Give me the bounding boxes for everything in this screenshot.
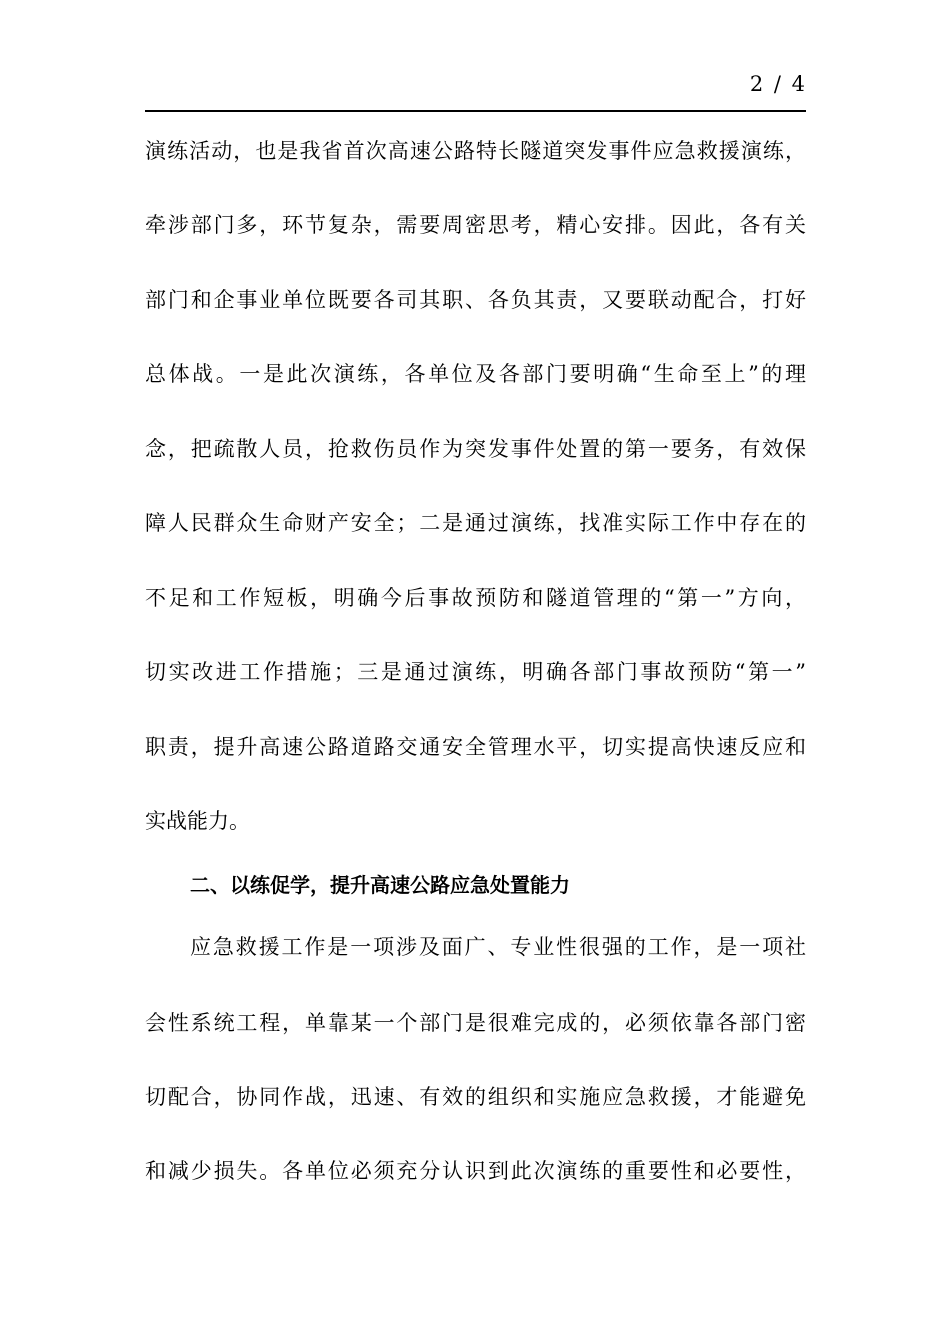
- text-line: 应急救援工作是一项涉及面广、专业性很强的工作，是一项社: [190, 935, 806, 959]
- text-line: 不足和工作短板，明确今后事故预防和隧道管理的“第一”方向，: [145, 586, 806, 610]
- text-line: 切实改进工作措施；三是通过演练，明确各部门事故预防“第一”: [145, 660, 806, 684]
- header-rule: [145, 110, 806, 112]
- text-line: 会性系统工程，单靠某一个部门是很难完成的，必须依靠各部门密: [145, 1011, 806, 1035]
- text-line: 切配合，协同作战，迅速、有效的组织和实施应急救援，才能避免: [145, 1085, 806, 1109]
- section-heading: 二、以练促学，提升高速公路应急处置能力: [190, 873, 570, 897]
- text-line: 牵涉部门多，环节复杂，需要周密思考，精心安排。因此，各有关: [145, 213, 806, 237]
- text-line: 念，把疏散人员，抢救伤员作为突发事件处置的第一要务，有效保: [145, 437, 806, 461]
- text-line: 总体战。一是此次演练，各单位及各部门要明确“生命至上”的理: [145, 362, 806, 386]
- text-line: 和减少损失。各单位必须充分认识到此次演练的重要性和必要性，: [145, 1159, 806, 1183]
- text-line: 演练活动，也是我省首次高速公路特长隧道突发事件应急救援演练，: [145, 139, 806, 163]
- text-line: 职责，提升高速公路道路交通安全管理水平，切实提高快速反应和: [145, 735, 806, 759]
- text-line: 实战能力。: [145, 809, 250, 833]
- text-line: 部门和企事业单位既要各司其职、各负其责，又要联动配合，打好: [145, 288, 806, 312]
- page-number: 2 / 4: [749, 72, 807, 96]
- text-line: 障人民群众生命财产安全；二是通过演练，找准实际工作中存在的: [145, 511, 806, 535]
